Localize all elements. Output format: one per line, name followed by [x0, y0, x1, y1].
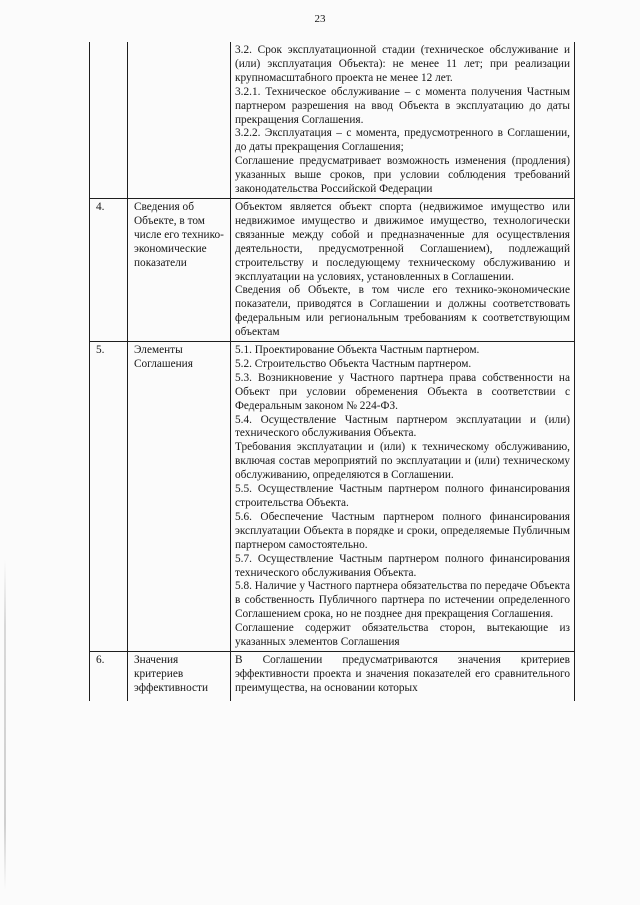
- row-content: [231, 342, 575, 652]
- paragraph: 5.1. Проектирование Объекта Частным партнером.: [235, 344, 480, 357]
- row-content: [231, 198, 575, 341]
- paragraph: 5.3. Возникновение у Частного партнера права собственности на Объект при условии обременения Объекта в соответствии с Федеральным законом № 224-ФЗ.: [235, 371, 570, 412]
- row-title: Элементы Соглашения: [128, 342, 231, 652]
- paragraph: 3.2. Срок эксплуатационной стадии (техническое обслуживание и (или) эксплуатация Объекта): не менее 11 лет; при реализации крупномасштабного проекта не менее 12 лет.: [235, 44, 570, 84]
- paragraph: Сведения об Объекте, в том числе его технико-экономические показатели, приводятся в Соглашении и должны соответствовать федеральным или региональным требованиям к соответствующим объектам: [235, 284, 570, 339]
- paragraph: Соглашение содержит обязательства сторон, вытекающие из указанных элементов Соглашения: [235, 622, 570, 649]
- row-title: [128, 42, 231, 198]
- row-title: Значения критериев эффективности: [128, 651, 231, 701]
- paragraph: Требования эксплуатации и (или) к техническому обслуживанию, включая состав мероприятий по эксплуатации и (или) техническому обслуживанию, определяются в Соглашении.: [235, 441, 570, 482]
- paragraph: 5.4. Осуществление Частным партнером эксплуатации и (или) технического обслуживания Объекта.: [235, 413, 570, 440]
- table-row: [90, 651, 575, 701]
- paragraph: 5.6. Обеспечение Частным партнером полного финансирования эксплуатации Объекта в порядке и сроки, определяемые Публичным партнером самостоятельно.: [235, 510, 570, 551]
- row-content: [231, 42, 575, 198]
- agreement-terms-table: [89, 42, 575, 701]
- paragraph: 5.8. Наличие у Частного партнера обязательства по передаче Объекта в собственность Публичного партнера по истечении определенного Соглашением срока, но не позднее дня прекращения Соглашения.: [235, 580, 570, 621]
- row-content: [231, 651, 575, 701]
- table-row: [90, 342, 575, 652]
- paragraph: 5.5. Осуществление Частным партнером полного финансирования строительства Объекта.: [235, 483, 570, 509]
- row-number: 5.: [90, 342, 128, 652]
- row-number: 6.: [90, 651, 128, 701]
- paragraph: 5.7. Осуществление Частным партнером полного финансирования технического обслуживания Объекта.: [235, 552, 570, 579]
- table-row: [90, 198, 575, 341]
- row-number: 4.: [90, 198, 128, 341]
- paragraph: 3.2.1. Техническое обслуживание – с момента получения Частным партнером разрешения на ввод Объекта в эксплуатацию до даты прекращения Соглашения.: [235, 85, 570, 126]
- paragraph: Объектом является объект спорта (недвижимое имущество или недвижимое имущество и движимое имущество, технологически связанные между собой и предназначенные для осуществления деятельности, предусмотренной Соглашением), подлежащий строительству и последующему техническому обслуживанию и эксплуатации на условиях, установленных в Соглашении.: [235, 200, 570, 283]
- page-number: 23: [314, 13, 326, 25]
- paragraph: Соглашение предусматривает возможность изменения (продления) указанных выше сроков, при условии соблюдения требований законодательства Российской Федерации: [235, 155, 570, 196]
- paragraph: В Соглашении предусматриваются значения критериев эффективности проекта и значения показателей его сравнительного преимущества, на основании которых: [235, 653, 570, 694]
- scan-margin-mark: [4, 560, 6, 890]
- paragraph: 5.2. Строительство Объекта Частным партнером.: [235, 357, 472, 370]
- row-title: Сведения об Объекте, в том числе его технико-экономические показатели: [128, 198, 231, 341]
- table-row: [90, 42, 575, 198]
- paragraph: 3.2.2. Эксплуатация – с момента, предусмотренного в Соглашении, до даты прекращения Соглашения;: [235, 127, 570, 154]
- row-number: [90, 42, 128, 198]
